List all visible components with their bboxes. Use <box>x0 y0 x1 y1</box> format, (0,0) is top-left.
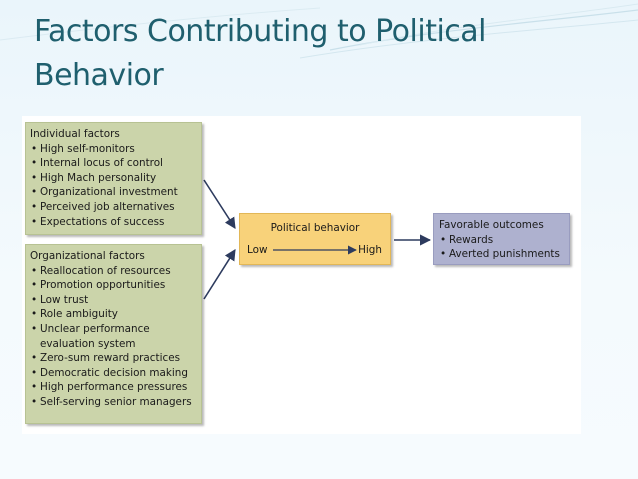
list-item: • Unclear performance <box>28 322 201 337</box>
list-item: • Role ambiguity <box>28 307 201 322</box>
list-item: • High performance pressures <box>28 380 201 395</box>
political-behavior-box <box>239 213 391 265</box>
political-behavior-high-label: High <box>358 244 382 256</box>
political-behavior-low-label: Low <box>247 244 268 256</box>
list-item: • High Mach personality <box>28 171 201 186</box>
list-item: • Zero-sum reward practices <box>28 351 201 366</box>
arrow-individual-to-political <box>204 180 235 228</box>
individual-factors-box <box>25 122 202 235</box>
list-item: • Self-serving senior managers <box>28 395 201 410</box>
list-item: • Organizational investment <box>28 185 201 200</box>
arrow-organizational-to-political <box>204 250 235 299</box>
list-item: • Internal locus of control <box>28 156 201 171</box>
list-item: • Averted punishments <box>437 247 569 262</box>
list-item: • High self-monitors <box>28 142 201 157</box>
slide-title: Factors Contributing to Political Behavior <box>34 14 487 93</box>
list-item: • Promotion opportunities <box>28 278 201 293</box>
organizational-factors-heading: Organizational factors <box>30 250 145 262</box>
political-behavior-label: Political behavior <box>270 222 360 234</box>
list-item: • Reallocation of resources <box>28 264 201 279</box>
low-to-high-arrow <box>272 244 360 256</box>
list-item: • Perceived job alternatives <box>28 200 201 215</box>
diagram-figure <box>22 116 581 434</box>
organizational-factors-box <box>25 244 202 424</box>
list-item: • Expectations of success <box>28 215 201 230</box>
list-item-continuation: evaluation system <box>40 337 136 350</box>
list-item: • Rewards <box>437 233 569 248</box>
favorable-outcomes-heading: Favorable outcomes <box>439 219 544 231</box>
individual-factors-heading: Individual factors <box>30 128 120 140</box>
list-item: • Democratic decision making <box>28 366 201 381</box>
list-item: • Low trust <box>28 293 201 308</box>
favorable-outcomes-box <box>433 213 570 265</box>
